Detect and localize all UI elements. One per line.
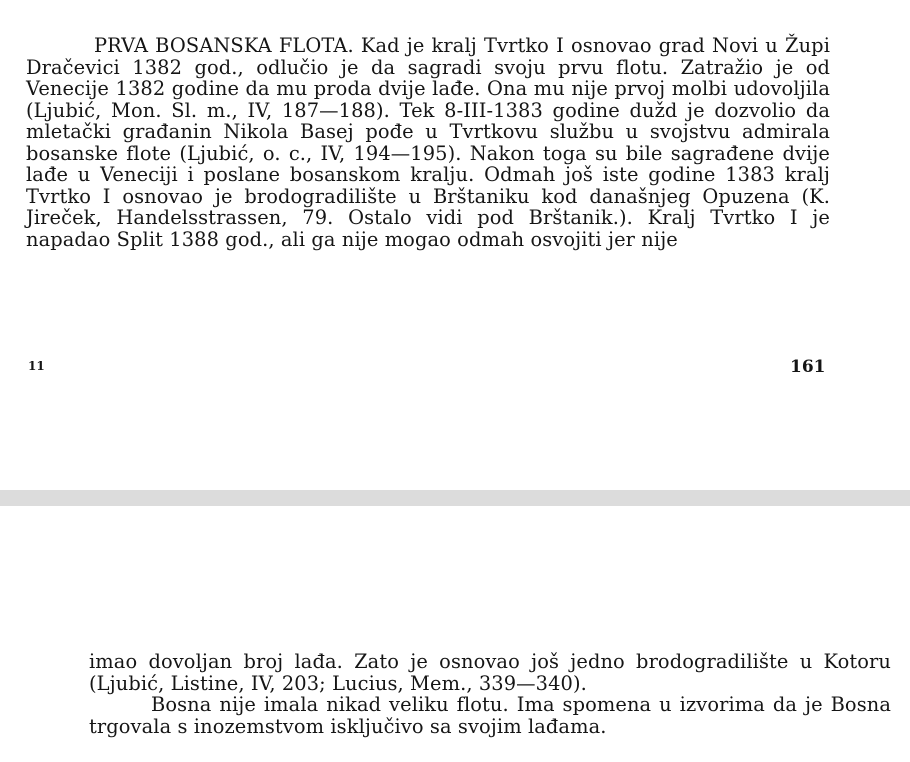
page-number: 161 xyxy=(790,357,826,377)
page-162 xyxy=(0,506,910,762)
paragraph-prva-bosanska-flota: PRVA BOSANSKA FLOTA. Kad je kralj Tvrtko I osnovao grad Novi u Župi Dračevici 1382 god., odlučio je da sagradi svoju prvu flotu. Zatražio je od Venecije 1382 godine da mu proda dvije lađe. Ona mu nije prvoj molbi udovoljila (Ljubić, Mon. Sl. m., IV, 187—188). Tek 8-III-1383 godine dužd je dozvolio da mletački građanin Nikola Basej pođe u Tvrtkovu službu u svojstvu admirala bosanske flote (Ljubić, o. c., IV, 194—195). Nakon toga su bile sagrađene dvije lađe u Veneciji i poslane bosanskom kralju. Odmah još iste godine 1383 kralj Tvrtko I osnovao je brodogradilište u Brštaniku kod današnjeg Opuzena (K. Jireček, Handelsstrassen, 79. Ostalo vidi pod Brštanik.). Kralj Tvrtko I je napadao Split 1388 god., ali ga nije mogao odmah osvojiti jer nije xyxy=(26,34,830,251)
paragraph-continued: imao dovoljan broj lađa. Zato je osnovao još jedno brodogradilište u Kotoru (Ljubić, Listine, IV, 203; Lucius, Mem., 339—340). xyxy=(89,650,891,695)
paragraph-bosna-flota: Bosna nije imala nikad veliku flotu. Ima spomena u izvorima da je Bosna trgovala s inozemstvom isključivo sa svojim lađama. xyxy=(89,693,891,738)
signature-mark: 11 xyxy=(28,359,45,373)
